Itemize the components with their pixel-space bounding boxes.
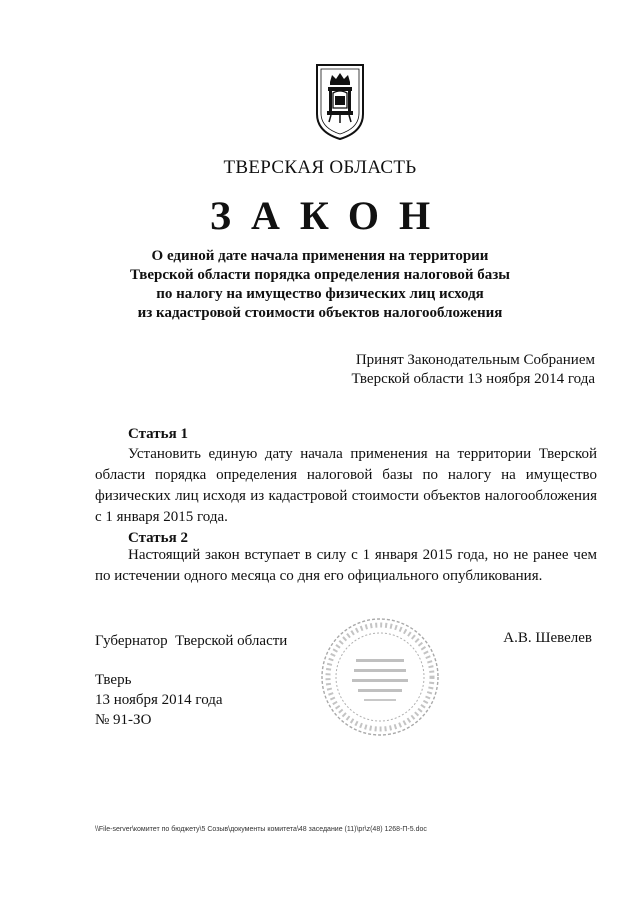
title-line: Тверской области порядка определения налоговой базы bbox=[130, 267, 510, 283]
law-number: № 91-ЗО bbox=[95, 712, 152, 728]
adoption-note bbox=[352, 351, 595, 389]
document-title bbox=[100, 247, 540, 323]
article-1-text: Установить единую дату начала применения на территории Тверской области порядка определения налоговой базы по налогу на имущество физических лиц исходя из кадастровой стоимости объектов налогообложения с 1 января 2015 года. bbox=[95, 446, 597, 525]
article-2-text: Настоящий закон вступает в силу с 1 января 2015 года, но не ранее чем по истечении одного месяца со дня его официального опубликования. bbox=[95, 547, 597, 584]
official-seal-icon bbox=[318, 615, 442, 739]
article-2-heading: Статья 2 bbox=[128, 530, 188, 546]
law-details bbox=[95, 670, 223, 730]
document-type: ЗАКОН bbox=[209, 193, 451, 238]
file-path: \\File-server\комитет по бюджету\5 Созыв\документы комитета\48 заседание (11)\pr\z(48) 1268-П-5.doc bbox=[95, 826, 427, 833]
article-1-heading: Статья 1 bbox=[128, 426, 188, 442]
signatory-position: Губернатор Тверской области bbox=[95, 633, 288, 649]
title-line: О единой дате начала применения на территории bbox=[151, 248, 489, 264]
coat-of-arms-icon bbox=[313, 62, 367, 142]
title-line: из кадастровой стоимости объектов налогообложения bbox=[137, 305, 503, 321]
adoption-line: Тверской области 13 ноября 2014 года bbox=[351, 371, 595, 387]
law-date: 13 ноября 2014 года bbox=[95, 692, 223, 708]
adoption-line: Принят Законодательным Собранием bbox=[355, 352, 595, 368]
city: Тверь bbox=[95, 672, 132, 688]
signatory-name: А.В. Шевелев bbox=[503, 630, 592, 646]
title-line: по налогу на имущество физических лиц исходя bbox=[156, 286, 484, 302]
region-name: ТВЕРСКАЯ ОБЛАСТЬ bbox=[223, 157, 417, 178]
